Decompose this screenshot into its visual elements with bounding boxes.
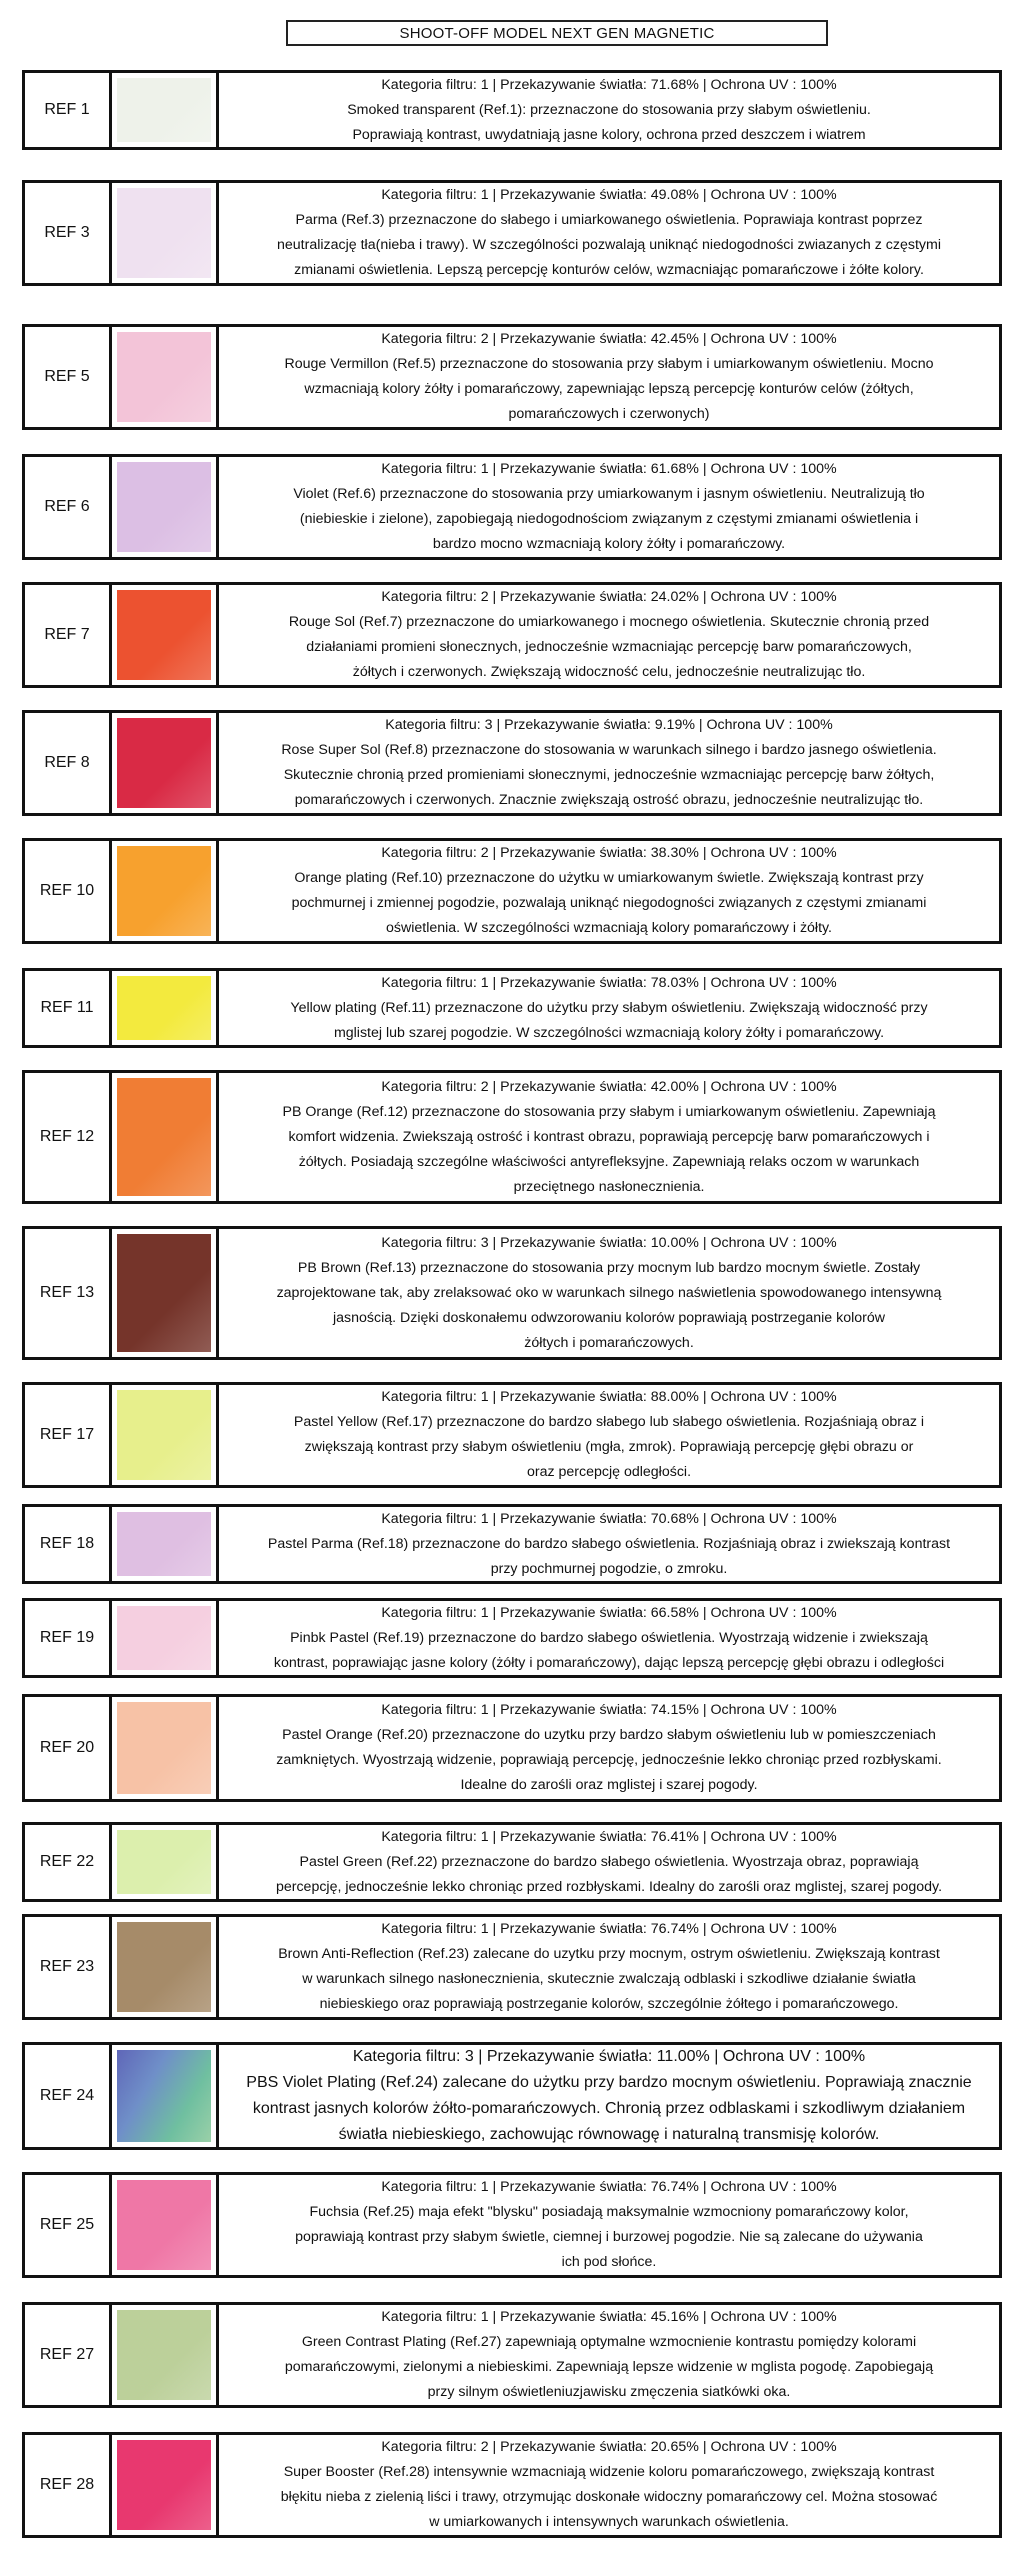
filter-description — [216, 454, 1002, 560]
description-line: przeciętnego nasłonecznienia. — [513, 1178, 705, 1195]
filter-spec: Kategoria filtru: 1 | Przekazywanie światła: 49.08% | Ochrona UV : 100% — [381, 187, 837, 203]
filter-spec: Kategoria filtru: 1 | Przekazywanie światła: 88.00% | Ochrona UV : 100% — [381, 1389, 837, 1405]
filter-spec: Kategoria filtru: 2 | Przekazywanie światła: 24.02% | Ochrona UV : 100% — [381, 589, 837, 605]
filter-description — [216, 838, 1002, 944]
description-line: Super Booster (Ref.28) intensywnie wzmacniają widzenie koloru pomarańczowego, zwiększają kontrast — [283, 2464, 935, 2480]
ref-label: REF 22 — [22, 1822, 112, 1902]
filter-row — [22, 1226, 1002, 1360]
description-line: Skutecznie chronią przed promieniami słonecznymi, jednocześnie wzmacniając percepcję barw żółtych, — [283, 767, 935, 783]
description-line: zaprojektowane tak, aby zrelaksować oko w warunkach silnego naświetlenia spowodowanego intensywną — [276, 1284, 942, 1301]
color-swatch — [109, 2172, 219, 2278]
description-line: oświetlenia. W szczególności wzmacniają kolory pomarańczowy i żółty. — [385, 920, 833, 936]
filter-description — [216, 180, 1002, 286]
description-line: neutralizację tła(nieba i trawy). W szczególności pozwalają uniknąć niedogodności zwiazanych z częstymi — [277, 237, 941, 253]
ref-label: REF 28 — [22, 2432, 112, 2538]
filter-spec: Kategoria filtru: 1 | Przekazywanie światła: 66.58% | Ochrona UV : 100% — [381, 1604, 837, 1621]
filter-description — [216, 1822, 1002, 1902]
filter-description — [216, 2432, 1002, 2538]
filter-spec: Kategoria filtru: 1 | Przekazywanie światła: 45.16% | Ochrona UV : 100% — [381, 2309, 837, 2325]
color-swatch — [109, 582, 219, 688]
description-line: pochmurnej i zmiennej pogodzie, pozwalają uniknąć niegodogności związanych z częstymi zmianami — [291, 895, 927, 911]
ref-label: REF 10 — [22, 838, 112, 944]
filter-description — [216, 2042, 1002, 2150]
description-line: poprawiają kontrast przy słabym świetle, ciemnej i burzowej pogodzie. Nie są zalecane do używania — [295, 2229, 923, 2245]
ref-label: REF 13 — [22, 1226, 112, 1360]
description-line: percepcję, jednocześnie lekko chroniąc przed rozbłyskami. Idealny do zarośli oraz mglistej, szarej pogody. — [275, 1878, 943, 1895]
filter-spec: Kategoria filtru: 1 | Przekazywanie światła: 78.03% | Ochrona UV : 100% — [381, 974, 837, 991]
ref-label: REF 18 — [22, 1504, 112, 1584]
color-swatch — [109, 1914, 219, 2020]
description-line: przy pochmurnej pogodzie, o zmroku. — [490, 1560, 728, 1577]
description-line: Rose Super Sol (Ref.8) przeznaczone do stosowania w warunkach silnego i bardzo jasnego oświetlenia. — [281, 742, 937, 758]
description-line: Smoked transparent (Ref.1): przeznaczone do stosowania przy słabym oświetleniu. — [347, 101, 871, 118]
filter-row — [22, 2172, 1002, 2278]
description-line: pomarańczowych i czerwonych. Znacznie zwiększają ostrość obrazu, jednocześnie neutralizując tło. — [294, 792, 924, 808]
filter-description — [216, 1504, 1002, 1584]
filter-row — [22, 1822, 1002, 1902]
description-line: Violet (Ref.6) przeznaczone do stosowania przy umiarkowanym i jasnym oświetleniu. Neutralizują tło — [293, 486, 925, 502]
filter-description — [216, 2302, 1002, 2408]
filter-spec: Kategoria filtru: 3 | Przekazywanie światła: 11.00% | Ochrona UV : 100% — [352, 2048, 866, 2065]
description-line: Poprawiają kontrast, uwydatniają jasne kolory, ochrona przed deszczem i wiatrem — [352, 126, 866, 143]
filter-spec: Kategoria filtru: 1 | Przekazywanie światła: 76.41% | Ochrona UV : 100% — [381, 1828, 837, 1845]
ref-label: REF 1 — [22, 70, 112, 150]
description-line: wzmacniają kolory żółty i pomarańczowy, zapewniając lepszą percepcję konturów celów (żółtych, — [304, 381, 914, 397]
filter-row — [22, 324, 1002, 430]
filter-row — [22, 1694, 1002, 1802]
page-title: SHOOT-OFF MODEL NEXT GEN MAGNETIC — [286, 20, 828, 46]
filter-description — [216, 1694, 1002, 1802]
filter-row — [22, 838, 1002, 944]
color-swatch — [109, 70, 219, 150]
filter-description — [216, 1382, 1002, 1488]
ref-label: REF 12 — [22, 1070, 112, 1204]
description-line: niebieskiego oraz poprawiają postrzeganie kolorów, szczególnie żółtego i pomarańczowego. — [319, 1996, 899, 2012]
description-line: Idealne do zarośli oraz mglistej i szarej pogody. — [460, 1777, 758, 1793]
ref-label: REF 7 — [22, 582, 112, 688]
ref-label: REF 11 — [22, 968, 112, 1048]
filter-spec: Kategoria filtru: 1 | Przekazywanie światła: 71.68% | Ochrona UV : 100% — [381, 76, 837, 93]
description-line: żółtych i czerwonych. Zwiększają widoczność celu, jednocześnie neutralizując tło. — [352, 664, 866, 680]
description-line: Orange plating (Ref.10) przeznaczone do użytku w umiarkowanym świetle. Zwiększają kontrast przy — [294, 870, 924, 886]
ref-label: REF 20 — [22, 1694, 112, 1802]
ref-label: REF 27 — [22, 2302, 112, 2408]
color-swatch — [109, 1382, 219, 1488]
description-line: kontrast, poprawiając jasne kolory (żółty i pomarańczowy), dając lepszą percepcję głębi obrazu i odległości — [273, 1654, 945, 1671]
filter-spec: Kategoria filtru: 3 | Przekazywanie światła: 10.00% | Ochrona UV : 100% — [381, 1234, 837, 1251]
color-swatch — [109, 1504, 219, 1584]
filter-description — [216, 324, 1002, 430]
description-line: Rouge Sol (Ref.7) przeznaczone do umiarkowanego i mocnego oświetlenia. Skutecznie chronią przed — [288, 614, 930, 630]
color-swatch — [109, 838, 219, 944]
description-line: Rouge Vermillon (Ref.5) przeznaczone do stosowania przy słabym i umiarkowanym oświetleniu. Mocno — [284, 356, 934, 372]
ref-label: REF 6 — [22, 454, 112, 560]
description-line: (niebieskie i zielone), zapobiegają niedogodnościom związanym z częstymi zmianami oświetlenia i — [299, 511, 919, 527]
filter-description — [216, 2172, 1002, 2278]
description-line: pomarańczowych i czerwonych) — [508, 406, 710, 422]
description-line: Pastel Orange (Ref.20) przeznaczone do uzytku przy bardzo słabym oświetleniu lub w pomieszczeniach — [282, 1727, 936, 1743]
ref-label: REF 17 — [22, 1382, 112, 1488]
ref-label: REF 3 — [22, 180, 112, 286]
filter-description — [216, 582, 1002, 688]
ref-label: REF 24 — [22, 2042, 112, 2150]
filter-row — [22, 1504, 1002, 1584]
description-line: w umiarkowanych i intensywnych warunkach oświetlenia. — [429, 2514, 789, 2530]
description-line: bardzo mocno wzmacniają kolory żółty i pomarańczowy. — [432, 536, 786, 552]
filter-row — [22, 968, 1002, 1048]
description-line: przy silnym oświetleniuzjawisku zmęczenia siatkówki oka. — [427, 2384, 791, 2400]
color-swatch — [109, 968, 219, 1048]
description-line: Pastel Yellow (Ref.17) przeznaczone do bardzo słabego lub słabego oświetlenia. Rozjaśniają obraz i — [293, 1414, 925, 1430]
filter-description — [216, 70, 1002, 150]
description-line: Pastel Parma (Ref.18) przeznaczone do bardzo słabego oświetlenia. Rozjaśniają obraz i zwiekszają kontrast — [267, 1535, 951, 1552]
description-line: pomarańczowymi, zielonymi a niebieskimi. Zapewniają lepsze widzenie w mglista pogodę. Zapobiegają — [284, 2359, 934, 2375]
filter-description — [216, 968, 1002, 1048]
filter-description — [216, 1914, 1002, 2020]
description-line: PB Orange (Ref.12) przeznaczone do stosowania przy słabym i umiarkowanym oświetleniu. Zapewniają — [282, 1103, 936, 1120]
ref-label: REF 23 — [22, 1914, 112, 2020]
filter-row — [22, 1598, 1002, 1678]
filter-row — [22, 454, 1002, 560]
description-line: Brown Anti-Reflection (Ref.23) zalecane do uzytku przy mocnym, ostrym oświetleniu. Zwiększają kontrast — [278, 1946, 940, 1962]
ref-label: REF 5 — [22, 324, 112, 430]
description-line: Yellow plating (Ref.11) przeznaczone do użytku przy słabym oświetleniu. Zwiększają widoczność przy — [290, 999, 928, 1016]
filter-spec: Kategoria filtru: 2 | Przekazywanie światła: 38.30% | Ochrona UV : 100% — [381, 845, 837, 861]
filter-row — [22, 1070, 1002, 1204]
color-swatch — [109, 2432, 219, 2538]
filter-spec: Kategoria filtru: 1 | Przekazywanie światła: 61.68% | Ochrona UV : 100% — [381, 461, 837, 477]
description-line: żółtych i pomarańczowych. — [524, 1334, 694, 1351]
description-line: Fuchsia (Ref.25) maja efekt "blysku" posiadają maksymalnie wzmocniony pomarańczowy kolor, — [309, 2204, 909, 2220]
description-line: w warunkach silnego nasłonecznienia, skutecznie zwalczają odblaski i szkodliwe działanie światła — [302, 1971, 916, 1987]
filter-description — [216, 1070, 1002, 1204]
filter-spec: Kategoria filtru: 2 | Przekazywanie światła: 42.45% | Ochrona UV : 100% — [381, 331, 837, 347]
description-line: oraz percepcję odległości. — [526, 1464, 692, 1480]
filter-row — [22, 2432, 1002, 2538]
color-swatch — [109, 1598, 219, 1678]
description-line: jasnością. Dzięki doskonałemu odwzorowaniu kolorów poprawiają postrzeganie kolorów — [332, 1309, 886, 1326]
filter-row — [22, 1382, 1002, 1488]
description-line: PBS Violet Plating (Ref.24) zalecane do użytku przy bardzo mocnym oświetleniu. Poprawiają znacznie — [246, 2074, 972, 2091]
description-line: mglistej lub szarej pogodzie. W szczególności wzmacniają kolory żółty i pomarańczowy. — [333, 1024, 885, 1041]
filter-spec: Kategoria filtru: 3 | Przekazywanie światła: 9.19% | Ochrona UV : 100% — [385, 717, 833, 733]
color-swatch — [109, 1822, 219, 1902]
filter-spec: Kategoria filtru: 1 | Przekazywanie światła: 76.74% | Ochrona UV : 100% — [381, 1921, 837, 1937]
description-line: działaniami promieni słonecznych, jednocześnie wzmacniając percepcję barw pomarańczowych, — [306, 639, 912, 655]
color-swatch — [109, 1694, 219, 1802]
description-line: ich pod słońce. — [561, 2254, 657, 2270]
description-line: PB Brown (Ref.13) przeznaczone do stosowania przy mocnym lub bardzo mocnym świetle. Zostały — [297, 1259, 921, 1276]
filter-row — [22, 2042, 1002, 2150]
description-line: światła niebieskiego, zachowując równowagę i naturalną transmisję kolorów. — [338, 2126, 880, 2143]
filter-spec: Kategoria filtru: 1 | Przekazywanie światła: 76.74% | Ochrona UV : 100% — [381, 2179, 837, 2195]
description-line: Parma (Ref.3) przeznaczone do słabego i umiarkowanego oświetlenia. Poprawiaja kontrast poprzez — [295, 212, 923, 228]
description-line: Green Contrast Plating (Ref.27) zapewniają optymalne wzmocnienie kontrastu pomiędzy kolorami — [301, 2334, 917, 2350]
filter-row — [22, 70, 1002, 150]
filter-spec: Kategoria filtru: 1 | Przekazywanie światła: 70.68% | Ochrona UV : 100% — [381, 1510, 837, 1527]
filter-row — [22, 2302, 1002, 2408]
description-line: kontrast jasnych kolorów żółto-pomarańczowych. Chronią przez odblaskami i szkodliwym działaniem — [252, 2100, 966, 2117]
color-swatch — [109, 710, 219, 816]
description-line: zwiększają kontrast przy słabym oświetleniu (mgła, zmrok). Poprawiają percepcję głębi obrazu or — [304, 1439, 914, 1455]
ref-label: REF 19 — [22, 1598, 112, 1678]
filter-row — [22, 1914, 1002, 2020]
filter-description — [216, 1226, 1002, 1360]
color-swatch — [109, 180, 219, 286]
color-swatch — [109, 454, 219, 560]
filter-spec: Kategoria filtru: 2 | Przekazywanie światła: 42.00% | Ochrona UV : 100% — [381, 1078, 837, 1095]
ref-label: REF 8 — [22, 710, 112, 816]
filter-row — [22, 710, 1002, 816]
description-line: żółtych. Posiadają szczególne właściwości antyrefleksyjne. Zapewniają relaks oczom w warunkach — [298, 1153, 920, 1170]
color-swatch — [109, 2042, 219, 2150]
color-swatch — [109, 2302, 219, 2408]
filter-spec: Kategoria filtru: 2 | Przekazywanie światła: 20.65% | Ochrona UV : 100% — [381, 2439, 837, 2455]
ref-label: REF 25 — [22, 2172, 112, 2278]
description-line: Pinbk Pastel (Ref.19) przeznaczone do bardzo słabego oświetlenia. Wyostrzają widzenie i zwiekszają — [290, 1629, 928, 1646]
description-line: błękitu nieba z zielenią liści i trawy, otrzymując doskonałe widoczny pomarańczowy cel. Można stosować — [280, 2489, 938, 2505]
description-line: zmianami oświetlenia. Lepszą percepcję konturów celów, wzmacniając pomarańczowe i żółte kolory. — [294, 262, 924, 278]
filter-description — [216, 710, 1002, 816]
filter-description — [216, 1598, 1002, 1678]
color-swatch — [109, 1226, 219, 1360]
color-swatch — [109, 1070, 219, 1204]
description-line: Pastel Green (Ref.22) przeznaczone do bardzo słabego oświetlenia. Wyostrzaja obraz, poprawiają — [299, 1853, 919, 1870]
description-line: komfort widzenia. Zwiekszają ostrość i kontrast obrazu, poprawiają percepcję barw pomarańczowych i — [288, 1128, 930, 1145]
filter-row — [22, 180, 1002, 286]
color-swatch — [109, 324, 219, 430]
filter-row — [22, 582, 1002, 688]
filter-spec: Kategoria filtru: 1 | Przekazywanie światła: 74.15% | Ochrona UV : 100% — [381, 1702, 837, 1718]
description-line: zamkniętych. Wyostrzają widzenie, poprawiają percepcję, jednocześnie lekko chroniąc przed rozbłyskami. — [276, 1752, 942, 1768]
